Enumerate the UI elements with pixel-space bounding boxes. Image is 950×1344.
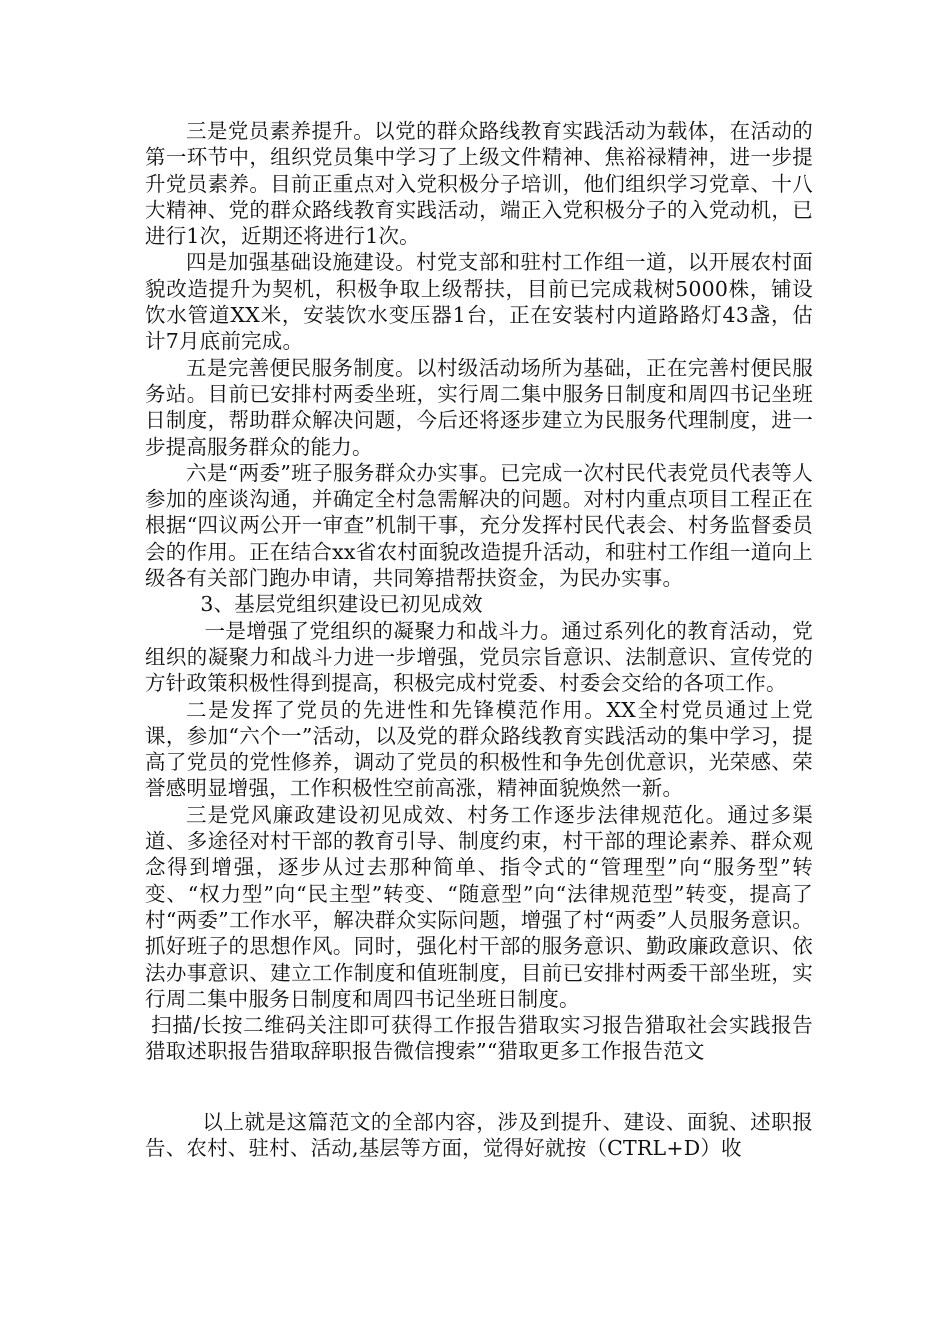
paragraph-infrastructure: 四是加强基础设施建设。村党支部和驻村工作组一道，以开展农村面貌改造提升为契机，积极争取上级帮扶，目前已完成栽树5000株，铺设饮水管道XX米，安装饮水变压器1台，正在安装村内道路路灯43盏，估计7月底前完成。 (145, 250, 813, 354)
paragraph-integrity-building: 三是党风廉政建设初见成效、村务工作逐步法律规范化。通过多渠道、多途径对村干部的教育引导、制度约束，村干部的理论素养、群众观念得到增强，逐步从过去那种简单、指令式的“管理型”向“服务型”转变、“权力型”向“民主型”转变、“随意型”向“法律规范型”转变，提高了村“两委”工作水平，解决群众实际问题，增强了村“两委”人员服务意识。抓好班子的思想作风。同时，强化村干部的服务意识、勤政廉政意识、依法办事意识、建立工作制度和值班制度，目前已安排村两委干部坐班，实行周二集中服务日制度和周四书记坐班日制度。 (145, 802, 813, 1011)
paragraph-vanguard-role: 二是发挥了党员的先进性和先锋模范作用。XX全村党员通过上党课，参加“六个一”活动，以及党的群众路线教育实践活动的集中学习，提高了党员的党性修养，调动了党员的积极性和争先创优意识，光荣感、荣誉感明显增强，工作积极性空前高涨，精神面貌焕然一新。 (145, 697, 813, 801)
section-heading-grassroots: 3、基层党组织建设已初见成效 (200, 592, 483, 617)
promo-text: 扫描/长按二维码关注即可获得工作报告猎取实习报告猎取社会实践报告猎取述职报告猎取辞职报告微信搜索”“猎取更多工作报告范文 (145, 1013, 813, 1064)
paragraph-convenience-service: 五是完善便民服务制度。以村级活动场所为基础，正在完善村便民服务站。目前已安排村两委坐班，实行周二集中服务日制度和周四书记坐班日制度，帮助群众解决问题，今后还将逐步建立为民服务代理制度，进一步提高服务群众的能力。 (145, 355, 813, 459)
closing-text: 以上就是这篇范文的全部内容，涉及到提升、建设、面貌、述职报告、农村、驻村、活动,基层等方面，觉得好就按（CTRL+D）收 (145, 1109, 813, 1160)
paragraph-two-committees: 六是“两委”班子服务群众办实事。已完成一次村民代表党员代表等人参加的座谈沟通，并确定全村急需解决的问题。对村内重点项目工程正在根据“四议两公开一审查”机制干事，充分发挥村民代表会、村务监督委员会的作用。正在结合xx省农村面貌改造提升活动，和驻村工作组一道向上级各有关部门跑办申请，共同筹措帮扶资金，为民办实事。 (145, 460, 813, 591)
spacer (145, 1065, 813, 1109)
document-page (145, 118, 813, 1161)
paragraph-party-member-quality: 三是党员素养提升。以党的群众路线教育实践活动为载体，在活动的第一环节中，组织党员集中学习了上级文件精神、焦裕禄精神，进一步提升党员素养。目前正重点对入党积极分子培训，他们组织学习党章、十八大精神、党的群众路线教育实践活动，端正入党积极分子的入党动机，已进行1次，近期还将进行1次。 (145, 119, 813, 249)
paragraph-cohesion: 一是增强了党组织的凝聚力和战斗力。通过系列化的教育活动，党组织的凝聚力和战斗力进一步增强，党员宗旨意识、法制意识、宣传党的方针政策积极性得到提高，积极完成村党委、村委会交给的各项工作。 (145, 618, 813, 696)
